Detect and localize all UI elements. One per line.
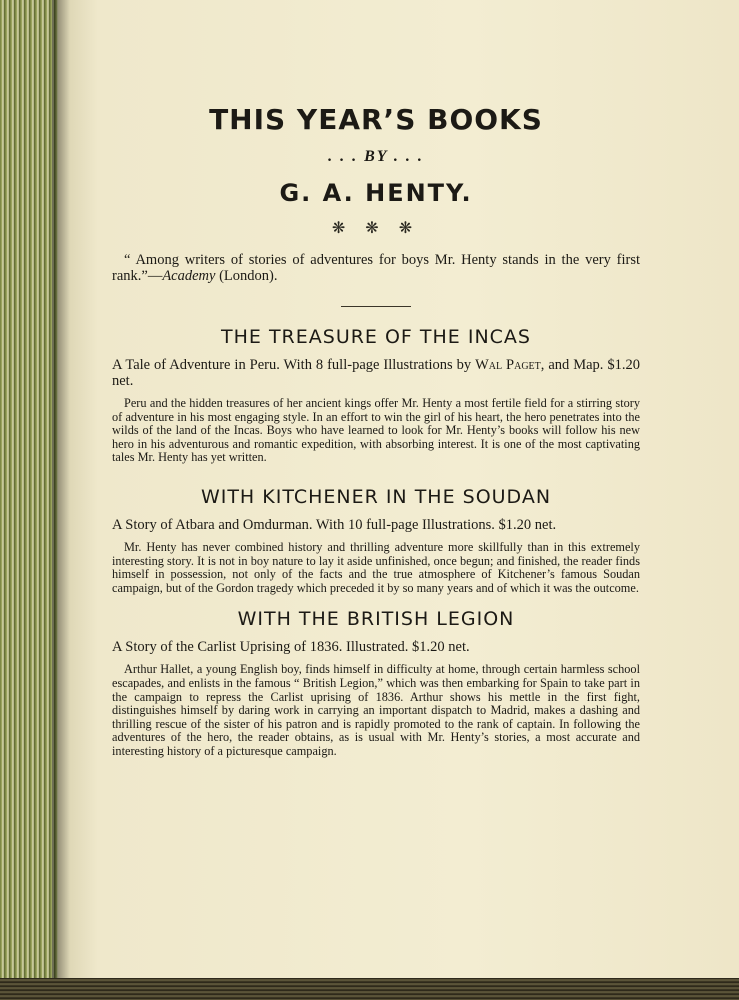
book-entry bbox=[112, 607, 640, 758]
book-subtitle: A Story of the Carlist Uprising of 1836. Illustrated. $1.20 net. bbox=[112, 639, 470, 656]
page-stack-edge bbox=[0, 978, 739, 1000]
review-quote bbox=[112, 252, 640, 284]
gutter-shadow bbox=[52, 0, 70, 1000]
author-name: G. A. HENTY. bbox=[279, 179, 473, 207]
book-entry bbox=[112, 325, 640, 465]
book-description: Peru and the hidden treasures of her ancient kings offer Mr. Henty a most fertile field for a stirring story of adventure in his most engaging style. In an effort to win the girl of his heart, the hero penetrates into the wilds of the land of the Incas. Boys who have learned to look for Mr. Henty’s books will follow his new hero in his adventurous and romantic expedition, with absorbing interest. It is one of the most captivating tales Mr. Henty has yet written. bbox=[112, 396, 640, 465]
book-description: Arthur Hallet, a young English boy, finds himself in difficulty at home, through certain harmless school escapades, and enlists in the famous “ British Legion,” which was then embarking for Spain to take part in the campaign to repress the Carlist uprising of 1836. Arthur shows his mettle in the first fight, distinguishes himself by daring work in carrying an important dispatch to Madrid, makes a dashing and thrilling rescue of the sister of his patron and is rapidly promoted to the rank of captain. In following the adventures of the hero, the reader obtains, as is usual with Mr. Henty’s stories, a most accurate and interesting history of a picturesque campaign. bbox=[112, 662, 640, 758]
quote-text-end: (London). bbox=[215, 268, 278, 284]
book-subtitle: A Story of Atbara and Omdurman. With 10 full-page Illustrations. $1.20 net. bbox=[112, 516, 557, 533]
quote-source: Academy bbox=[162, 268, 216, 284]
book-title: THE TREASURE OF THE INCAS bbox=[221, 326, 531, 348]
illustrator-name: Wal Paget bbox=[475, 357, 541, 373]
quote-text: “ Among writers of stories of adventures for boys Mr. Henty stands in the very first rank.”— bbox=[112, 252, 640, 284]
book-subtitle bbox=[112, 357, 640, 389]
by-line: . . . BY . . . bbox=[328, 148, 424, 165]
book-title: WITH KITCHENER IN THE SOUDAN bbox=[200, 485, 552, 508]
page-content bbox=[112, 100, 640, 759]
book-title: WITH THE BRITISH LEGION bbox=[237, 608, 515, 631]
asterism-ornament: ❋ ❋ ❋ bbox=[331, 220, 421, 237]
book-spine-edge bbox=[0, 0, 60, 1000]
section-divider bbox=[341, 306, 411, 307]
book-entry bbox=[112, 485, 640, 595]
book-subtitle-text: A Tale of Adventure in Peru. With 8 full-page Illustrations by bbox=[112, 357, 476, 373]
book-description: Mr. Henty has never combined history and thrilling adventure more skillfully than in this extremely interesting story. It is not in boy nature to lay it aside unfinished, once begun; and finished, the reader finds himself in possession, not only of the facts and the true atmosphere of Kitchener’s famous Soudan campaign, but of the Gordon tragedy which preceded it by so many years and of which it was the outcome. bbox=[112, 539, 640, 595]
book-subtitle-end: , and Map. $1.20 net. bbox=[112, 357, 641, 389]
page-title: THIS YEAR’S BOOKS bbox=[209, 103, 543, 136]
